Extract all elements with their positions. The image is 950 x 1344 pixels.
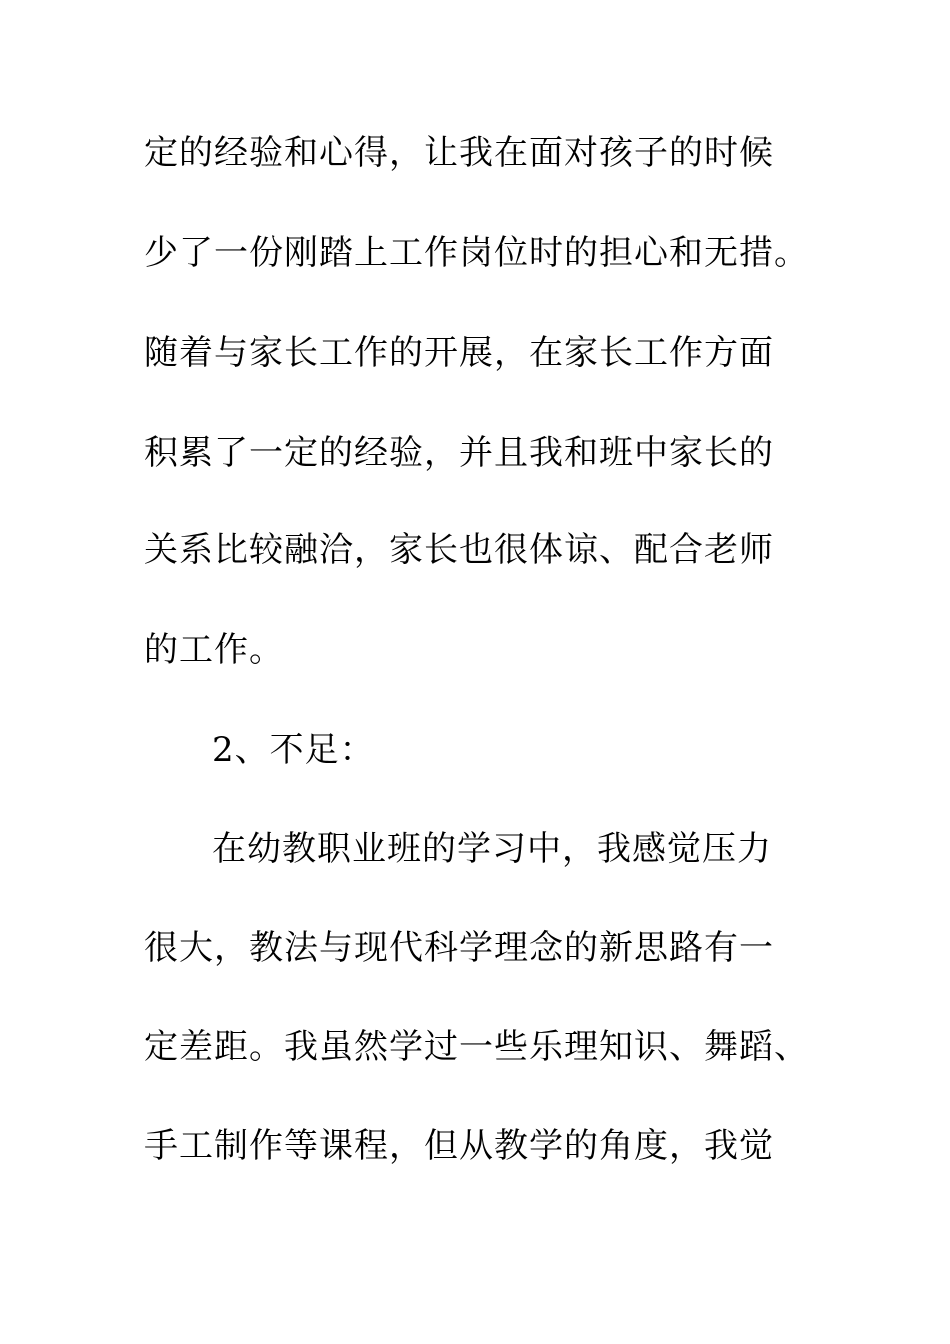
text-line: 很大，教法与现代科学理念的新思路有一 xyxy=(144,928,774,968)
section-heading: 2、不足： xyxy=(212,730,375,770)
text-line: 积累了一定的经验，并且我和班中家长的 xyxy=(144,433,774,473)
text-line: 关系比较融洽，家长也很体谅、配合老师 xyxy=(144,530,774,570)
text-line: 手工制作等课程，但从教学的角度，我觉 xyxy=(144,1126,774,1166)
text-line: 随着与家长工作的开展，在家长工作方面 xyxy=(144,333,774,373)
text-line: 定差距。我虽然学过一些乐理知识、舞蹈、 xyxy=(144,1027,809,1067)
text-line: 定的经验和心得，让我在面对孩子的时候 xyxy=(144,133,774,173)
text-line: 少了一份刚踏上工作岗位时的担心和无措。 xyxy=(144,233,809,273)
text-line: 的工作。 xyxy=(144,630,284,670)
text-line: 在幼教职业班的学习中，我感觉压力 xyxy=(212,829,772,869)
